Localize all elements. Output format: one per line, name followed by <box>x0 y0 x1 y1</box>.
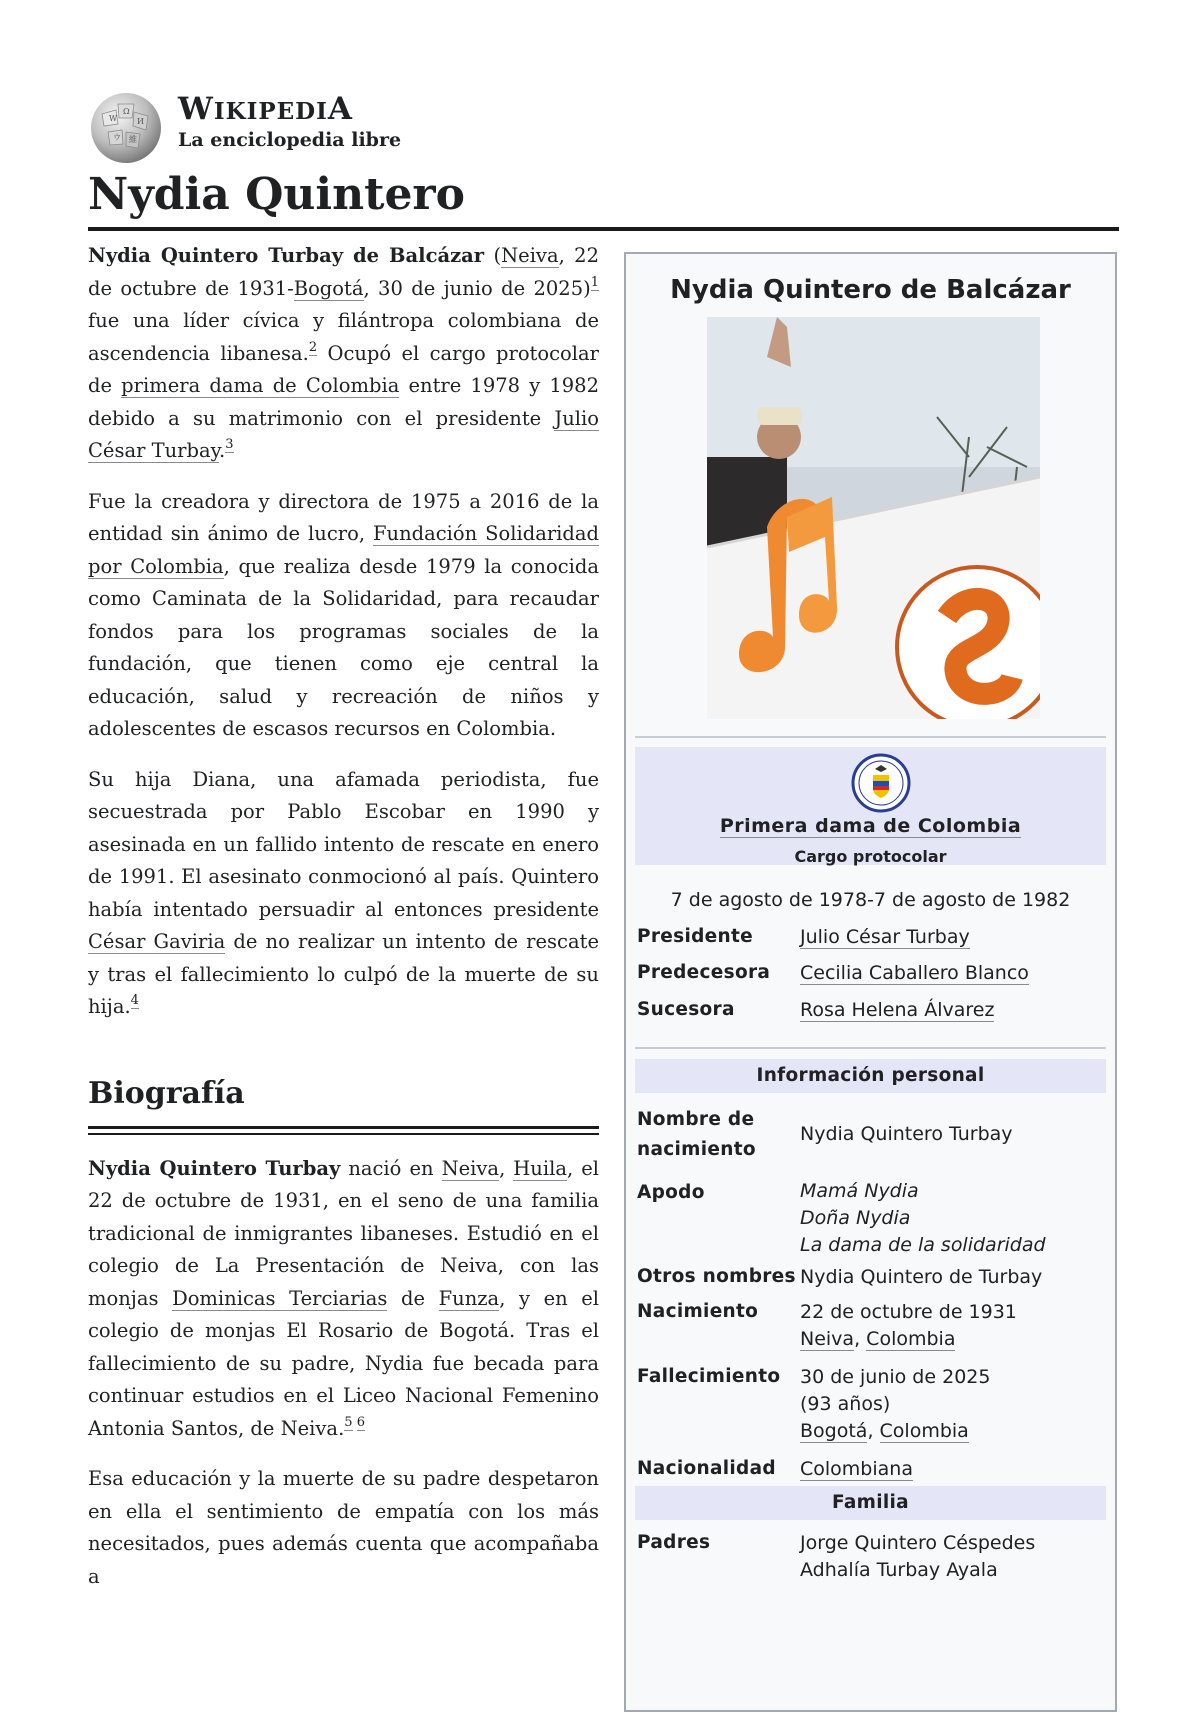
row-value <box>800 924 1105 951</box>
wordmark-tagline: La enciclopedia libre <box>178 129 402 151</box>
text: fue una líder cívica y filántropa colombiana de ascendencia libanesa. <box>88 309 599 365</box>
link-julio-cesar-turbay[interactable]: Julio César Turbay <box>88 406 599 462</box>
row-value: Nydia Quintero de Turbay <box>800 1266 1043 1288</box>
infobox-divider <box>635 736 1106 738</box>
ref-1[interactable]: 1 <box>590 274 599 290</box>
ref-6[interactable]: 6 <box>356 1414 365 1430</box>
text: Fue la creadora y directora de 1975 a 2016 de la entidad sin ánimo de lucro, <box>88 489 599 545</box>
svg-text:W: W <box>109 114 118 123</box>
svg-text:維: 維 <box>129 135 137 144</box>
nickname: Doña Nydia <box>800 1207 911 1229</box>
row-label: Predecesora <box>637 962 771 983</box>
link-bogota[interactable]: Bogotá <box>293 276 364 300</box>
link-fundacion-solidaridad[interactable]: Fundación Solidaridad por Colombia <box>88 522 599 578</box>
section-heading-biografia: Biografía <box>88 1075 245 1111</box>
infobox <box>624 252 1117 1712</box>
page-title: Nydia Quintero <box>88 169 465 220</box>
label-line: Nombre de <box>637 1109 755 1130</box>
text: Esa educación y la muerte de su padre despetaron en ella el sentimiento de empatía con los más necesitados, pues además cuenta que acompañaba a <box>88 1467 599 1588</box>
row-value <box>800 960 1105 987</box>
death-date: 30 de junio de 2025 <box>800 1366 991 1388</box>
text: , y en el colegio de monjas El Rosario de Bogotá. Tras el fallecimiento de su padre, Nydia fue becada para continuar estudios en el Liceo Nacional Femenino Antonia Santos, de Neiva. <box>88 1286 600 1440</box>
row-label: Fallecimiento <box>637 1366 781 1387</box>
intro-paragraph-3 <box>88 764 599 1024</box>
infobox-title: Nydia Quintero de Balcázar <box>670 275 1071 305</box>
row-value <box>800 1364 1105 1445</box>
row-value <box>800 1299 1105 1353</box>
ref-4[interactable]: 4 <box>130 993 139 1008</box>
office-band <box>635 747 1106 865</box>
link-dominicas-terciarias[interactable]: Dominicas Terciarias <box>172 1286 388 1310</box>
text: ( <box>484 244 502 267</box>
section-header-familia: Familia <box>635 1486 1106 1520</box>
row-value <box>800 1178 1105 1259</box>
text: , 30 de junio de 2025) <box>363 276 591 300</box>
birth-place <box>800 1326 1105 1353</box>
svg-text:Ω: Ω <box>123 107 130 116</box>
row-label: Sucesora <box>637 999 735 1020</box>
parent-name: Adhalía Turbay Ayala <box>800 1559 998 1581</box>
text: , el 22 de octubre de 1931, en el seno de una familia tradicional de inmigrantes libaneses. Estudió en el colegio de La Presentación de Neiva, con las monjas <box>88 1156 599 1310</box>
infobox-photo[interactable] <box>707 317 1040 719</box>
link-primera-dama[interactable]: primera dama de Colombia <box>121 374 400 397</box>
row-label: Nacionalidad <box>637 1458 776 1479</box>
text: , <box>499 1156 514 1180</box>
link-primera-dama-de-colombia[interactable]: Primera dama de Colombia <box>719 815 1022 837</box>
link-funza[interactable]: Funza <box>438 1286 500 1310</box>
link-cecilia-caballero-blanco[interactable]: Cecilia Caballero Blanco <box>800 962 1029 984</box>
text: de no realizar un intento de rescate y tras el fallecimiento lo culpó de la muerte de su hija. <box>88 930 599 1018</box>
link-colombiana[interactable]: Colombiana <box>800 1458 913 1480</box>
text: Ocupó el cargo protocolar de <box>88 341 599 397</box>
nickname: La dama de la solidaridad <box>800 1234 1046 1256</box>
wikipedia-globe-logo[interactable] <box>88 90 164 166</box>
row-value: Nydia Quintero Turbay <box>800 1123 1013 1145</box>
row-label: Padres <box>637 1532 711 1553</box>
link-neiva[interactable]: Neiva <box>800 1328 855 1350</box>
link-huila[interactable]: Huila <box>513 1156 567 1180</box>
infobox-divider <box>635 1047 1106 1049</box>
separator: , <box>854 1328 867 1350</box>
biografia-paragraph-1 <box>88 1153 599 1446</box>
row-label <box>637 1105 797 1165</box>
label-line: nacimiento <box>637 1139 756 1160</box>
text: , 22 de octubre de 1931- <box>88 244 599 300</box>
biografia-paragraph-2 <box>88 1463 599 1593</box>
row-label: Apodo <box>637 1182 705 1203</box>
colombia-coat-of-arms-icon <box>851 753 911 813</box>
death-place <box>800 1418 1105 1445</box>
age-at-death: (93 años) <box>800 1393 891 1415</box>
office-title <box>635 815 1106 837</box>
text: , que realiza desde 1979 la conocida como Caminata de la Solidaridad, para recaudar fondos para los programas sociales de la fundación, que tienen como eje central la educación, salud y recreación de niños y adolescentes de escasos recursos en Colombia. <box>88 554 599 740</box>
row-label: Presidente <box>637 926 753 947</box>
nickname: Mamá Nydia <box>800 1180 919 1202</box>
section-divider <box>88 1126 599 1129</box>
text: de <box>387 1286 439 1310</box>
section-header-informacion-personal: Información personal <box>635 1059 1106 1093</box>
svg-text:И: И <box>137 117 144 126</box>
section-divider <box>88 1133 599 1135</box>
svg-text:ウ: ウ <box>113 133 121 142</box>
parent-name: Jorge Quintero Céspedes <box>800 1532 1036 1554</box>
subject-name: Nydia Quintero Turbay de Balcázar <box>88 244 485 267</box>
text: Su hija Diana, una afamada periodista, fue secuestrada por Pablo Escobar en 1990 y asesinada en un fallido intento de rescate en enero de 1991. El asesinato conmocionó al país. Quintero había intentado persuadir al entonces presidente <box>88 767 599 921</box>
intro-paragraph-2 <box>88 486 599 746</box>
wikipedia-wordmark[interactable] <box>178 92 401 151</box>
ref-5[interactable]: 5 <box>344 1414 353 1430</box>
text: nació en <box>340 1156 442 1180</box>
wordmark-text: WIKIPEDIA <box>178 91 353 127</box>
intro-paragraph-1 <box>88 240 599 468</box>
row-value <box>800 1530 1105 1584</box>
link-julio-cesar-turbay[interactable]: Julio César Turbay <box>800 926 970 948</box>
title-divider <box>88 227 1119 231</box>
link-cesar-gaviria[interactable]: César Gaviria <box>88 930 226 953</box>
ref-3[interactable]: 3 <box>225 437 234 452</box>
birth-date: 22 de octubre de 1931 <box>800 1301 1017 1323</box>
subject-name: Nydia Quintero Turbay <box>88 1156 341 1180</box>
row-label: Nacimiento <box>637 1301 759 1322</box>
link-colombia[interactable]: Colombia <box>866 1328 956 1350</box>
link-rosa-helena-alvarez[interactable]: Rosa Helena Álvarez <box>800 999 995 1021</box>
row-label: Otros nombres <box>637 1266 796 1287</box>
row-value <box>800 1456 1105 1483</box>
row-value <box>800 997 1105 1024</box>
office-subtitle: Cargo protocolar <box>794 847 947 866</box>
link-bogota[interactable]: Bogotá <box>800 1420 868 1442</box>
ref-2[interactable]: 2 <box>308 339 318 355</box>
separator: , <box>867 1420 880 1442</box>
office-dates: 7 de agosto de 1978-7 de agosto de 1982 <box>670 889 1071 911</box>
link-colombia[interactable]: Colombia <box>879 1420 969 1442</box>
link-neiva[interactable]: Neiva <box>501 244 559 267</box>
article-body <box>88 240 599 1611</box>
text: . <box>219 439 226 462</box>
link-neiva[interactable]: Neiva <box>441 1156 500 1180</box>
text: entre 1978 y 1982 debido a su matrimonio con el presidente <box>88 374 599 430</box>
